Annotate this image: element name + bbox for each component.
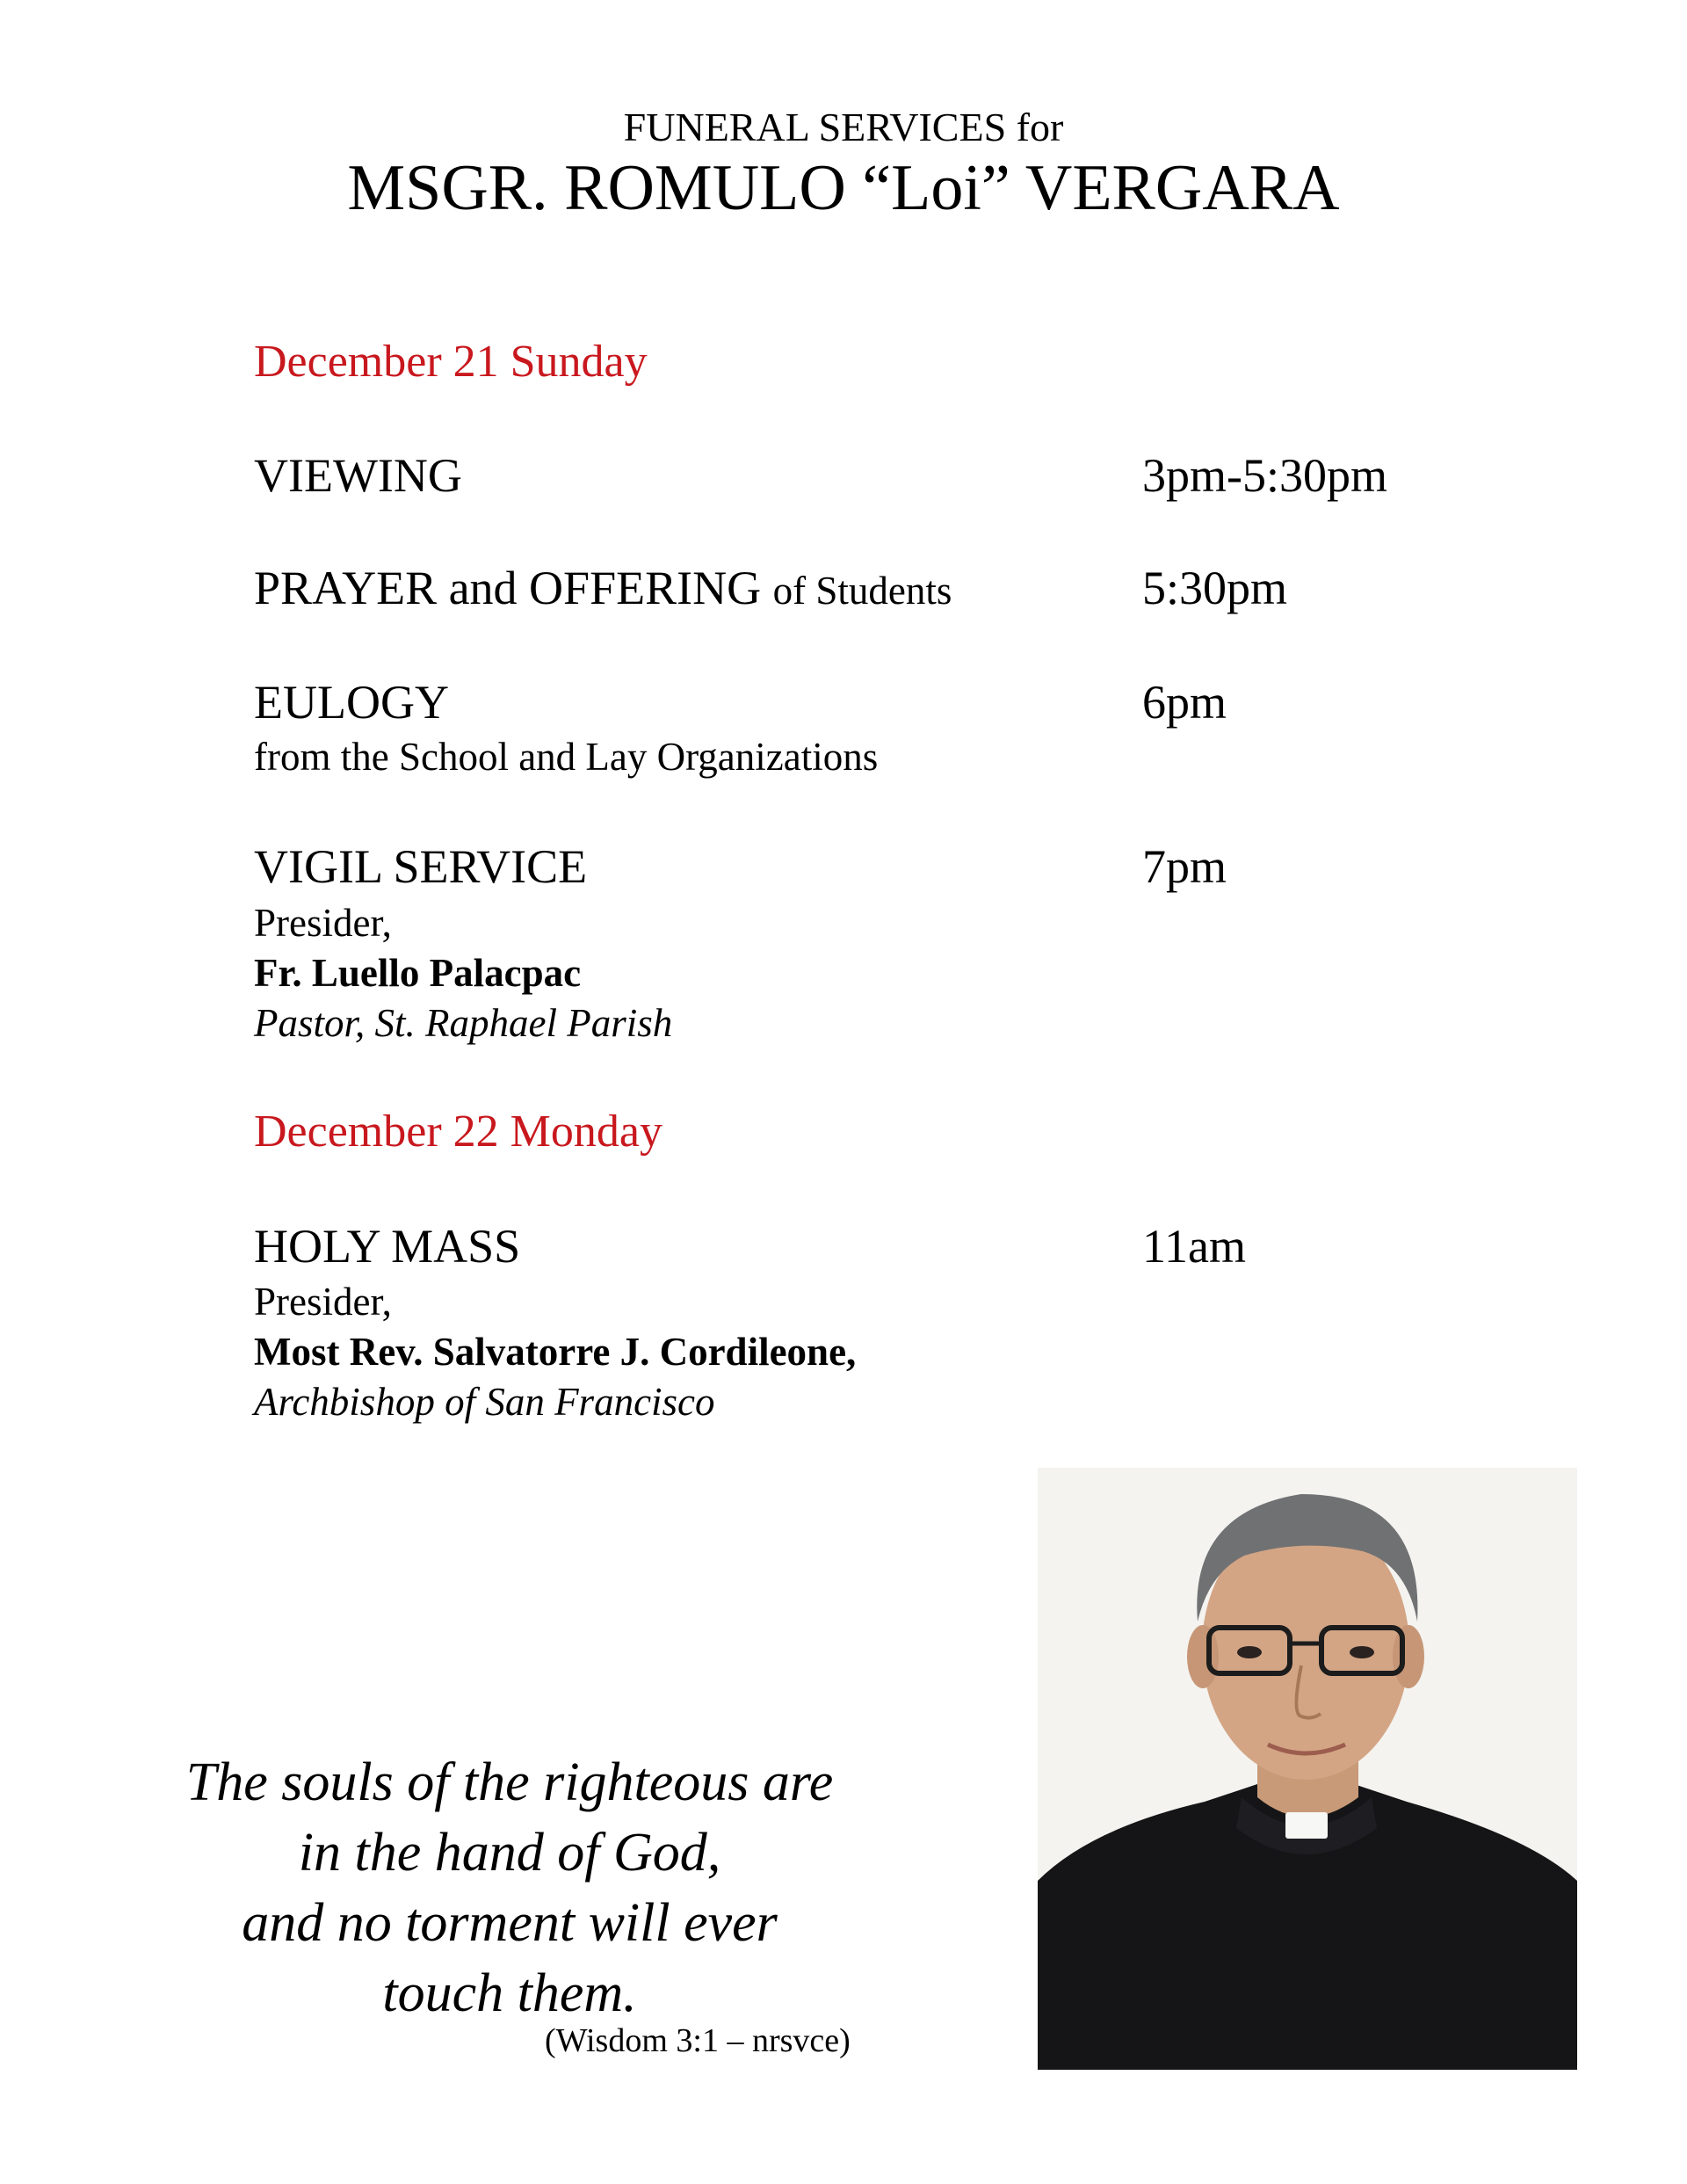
- quote-citation: (Wisdom 3:1 – nrsvce): [545, 2022, 851, 2059]
- event-detail-eulogy: from the School and Lay Organizations: [254, 735, 879, 779]
- event-name-eulogy: EULOGY: [254, 676, 449, 729]
- page-title: MSGR. ROMULO “Loi” VERGARA: [347, 152, 1340, 224]
- portrait-photo: [1038, 1468, 1577, 2070]
- quote-line: and no torment will ever: [242, 1893, 778, 1953]
- event-name-mass: HOLY MASS: [254, 1220, 521, 1273]
- presider-name-mass: Most Rev. Salvatorre J. Cordileone,: [254, 1330, 857, 1374]
- subtitle: FUNERAL SERVICES for: [623, 105, 1064, 149]
- event-name-prayer: [254, 561, 952, 615]
- event-name-vigil: VIGIL SERVICE: [254, 840, 588, 893]
- portrait-illustration: [1038, 1468, 1577, 2070]
- presider-title-mass: Archbishop of San Francisco: [254, 1380, 715, 1424]
- event-name-prayer-main: PRAYER and OFFERING: [254, 562, 762, 614]
- date-heading-2: December 22 Monday: [254, 1107, 662, 1157]
- presider-label-mass: Presider,: [254, 1280, 392, 1324]
- quote-line: touch them.: [382, 1963, 637, 2023]
- event-time-vigil: 7pm: [1142, 840, 1227, 893]
- event-time-viewing: 3pm-5:30pm: [1142, 449, 1387, 502]
- event-name-prayer-suffix: of Students: [772, 569, 952, 613]
- presider-label-vigil: Presider,: [254, 901, 392, 945]
- scripture-quote: [123, 1747, 896, 2028]
- date-heading-1: December 21 Sunday: [254, 337, 648, 387]
- event-time-mass: 11am: [1142, 1220, 1246, 1273]
- event-time-eulogy: 6pm: [1142, 676, 1227, 729]
- event-time-prayer: 5:30pm: [1142, 562, 1288, 614]
- event-name-viewing: VIEWING: [254, 449, 462, 502]
- presider-name-vigil: Fr. Luello Palacpac: [254, 951, 582, 995]
- presider-title-vigil: Pastor, St. Raphael Parish: [254, 1001, 673, 1045]
- quote-line: The souls of the righteous are: [185, 1752, 834, 1812]
- quote-line: in the hand of God,: [298, 1823, 721, 1883]
